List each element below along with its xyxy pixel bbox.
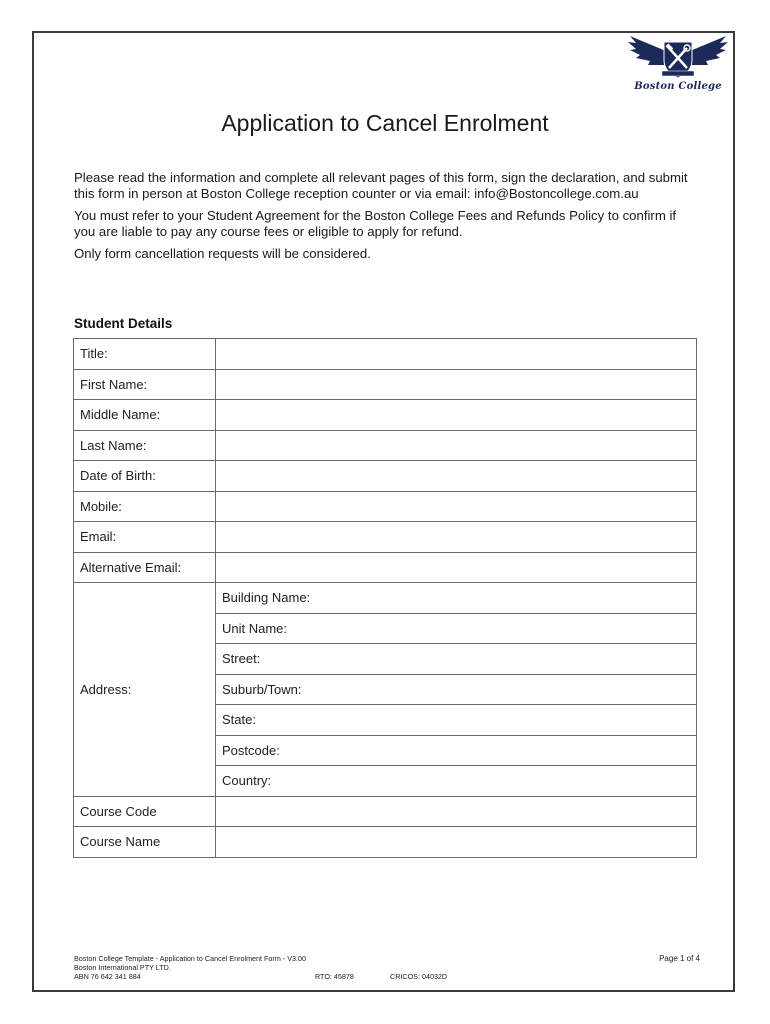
student-details-table	[73, 338, 697, 858]
course-name-field[interactable]	[216, 827, 697, 858]
footer-cricos: CRICOS: 04032D	[390, 972, 448, 981]
field-label-alternative-email: Alternative Email:	[74, 552, 216, 583]
alternative-email-field[interactable]	[216, 552, 697, 583]
field-label-address: Address:	[74, 583, 216, 797]
field-label-last-name: Last Name:	[74, 430, 216, 461]
table-row	[74, 827, 697, 858]
table-row	[74, 583, 697, 614]
table-row	[74, 400, 697, 431]
field-label-mobile: Mobile:	[74, 491, 216, 522]
footer-template-line: Boston College Template - Application to Cancel Enrolment Form - V3.00	[74, 954, 306, 963]
page-number: Page 1 of 4	[659, 954, 700, 963]
table-row	[74, 552, 697, 583]
country-field[interactable]: Country:	[216, 766, 697, 797]
intro-paragraph-1: Please read the information and complete all relevant pages of this form, sign the declaration, and submit this form in person at Boston College reception counter or via email: info@Bostoncollege.com.au	[74, 170, 688, 201]
field-label-course-code: Course Code	[74, 796, 216, 827]
table-row	[74, 522, 697, 553]
boston-college-logo	[624, 34, 732, 96]
table-row	[74, 369, 697, 400]
footer-rto: RTO: 45878	[315, 972, 354, 981]
course-code-field[interactable]	[216, 796, 697, 827]
field-label-email: Email:	[74, 522, 216, 553]
intro-paragraph-3: Only form cancellation requests will be considered.	[74, 246, 371, 261]
table-row	[74, 339, 697, 370]
table-row	[74, 491, 697, 522]
first-name-field[interactable]	[216, 369, 697, 400]
table-row	[74, 430, 697, 461]
street-field[interactable]: Street:	[216, 644, 697, 675]
table-row	[74, 461, 697, 492]
title-field[interactable]	[216, 339, 697, 370]
field-label-middle-name: Middle Name:	[74, 400, 216, 431]
field-label-date-of-birth: Date of Birth:	[74, 461, 216, 492]
last-name-field[interactable]	[216, 430, 697, 461]
table-row	[74, 796, 697, 827]
footer-abn: ABN 76 642 341 884	[74, 972, 141, 981]
date-of-birth-field[interactable]	[216, 461, 697, 492]
building-name-field[interactable]: Building Name:	[216, 583, 697, 614]
mobile-field[interactable]	[216, 491, 697, 522]
logo-wordmark: Boston College	[634, 81, 722, 92]
state-field[interactable]: State:	[216, 705, 697, 736]
field-label-course-name: Course Name	[74, 827, 216, 858]
suburb-town-field[interactable]: Suburb/Town:	[216, 674, 697, 705]
postcode-field[interactable]: Postcode:	[216, 735, 697, 766]
section-heading-student-details: Student Details	[74, 316, 173, 331]
email-field[interactable]	[216, 522, 697, 553]
intro-text	[74, 170, 700, 268]
middle-name-field[interactable]	[216, 400, 697, 431]
intro-paragraph-2: You must refer to your Student Agreement for the Boston College Fees and Refunds Policy to confirm if you are liable to pay any course fees or eligible to apply for refund.	[74, 208, 677, 239]
unit-name-field[interactable]: Unit Name:	[216, 613, 697, 644]
page-footer	[74, 954, 700, 981]
page-title: Application to Cancel Enrolment	[221, 110, 549, 136]
field-label-title: Title:	[74, 339, 216, 370]
field-label-first-name: First Name:	[74, 369, 216, 400]
eagle-crest-icon	[624, 34, 732, 84]
footer-company-line: Boston International PTY LTD.	[74, 963, 171, 972]
